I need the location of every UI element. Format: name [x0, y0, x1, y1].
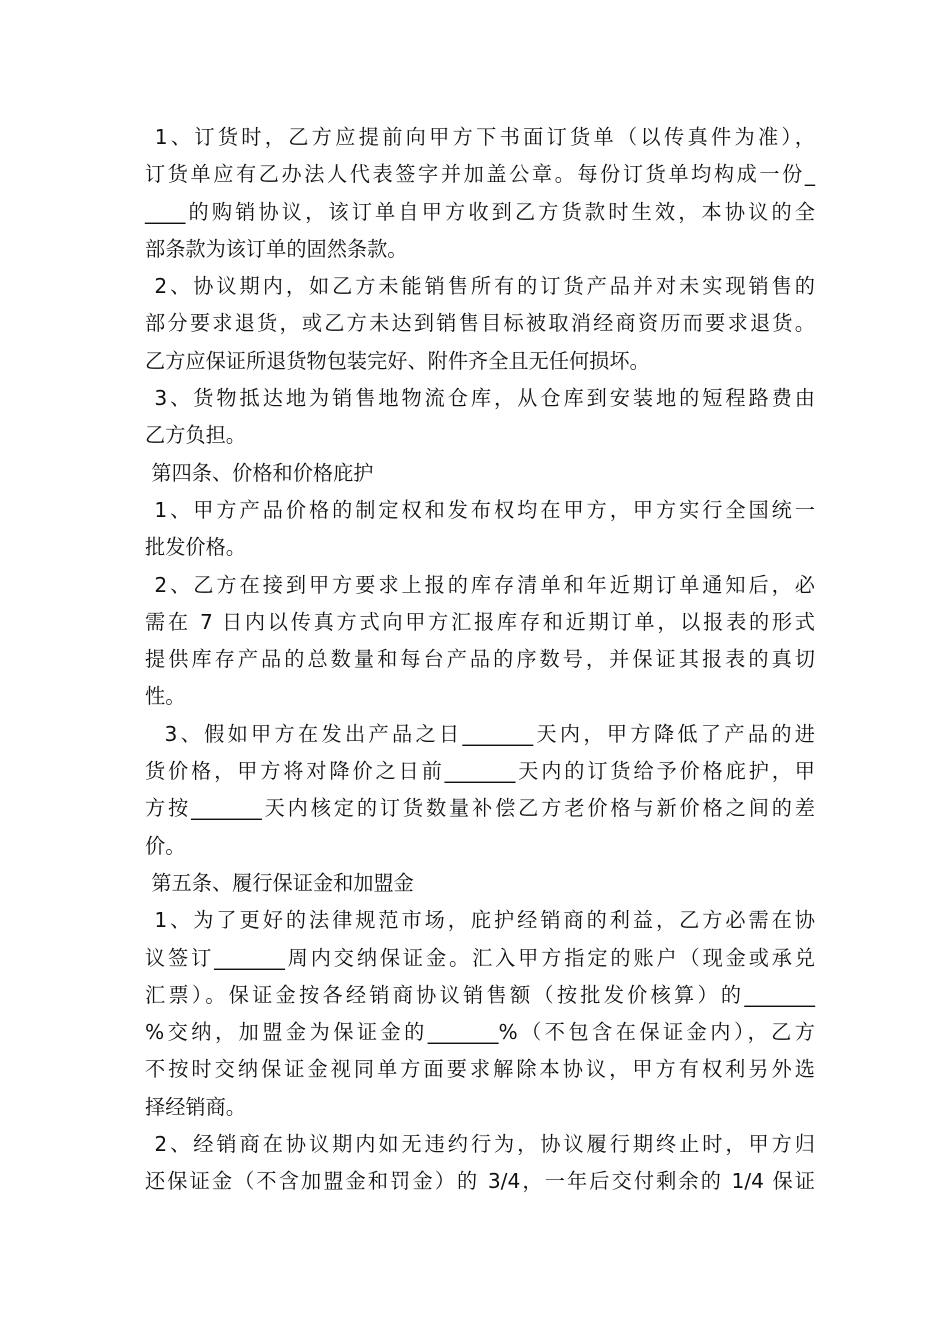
text-line: 乙方负担。 — [145, 423, 246, 448]
text-line: %交纳，加盟金为保证金的_______%（不包含在保证金内），乙方 — [145, 1020, 815, 1045]
text-line: 汇票）。保证金按各经销商协议销售额（按批发价核算）的_______ — [145, 982, 815, 1007]
text-line: 货价格，甲方将对降价之日前_______天内的订货给予价格庇护，甲 — [145, 759, 815, 784]
text-line: 部分要求退货，或乙方未达到销售目标被取消经商资历而要求退货。 — [145, 311, 815, 336]
section-heading: 第四条、价格和价格庇护 — [145, 460, 374, 485]
text-line: 1、订货时，乙方应提前向甲方下书面订货单（以传真件为准）， — [145, 125, 815, 149]
text-line: 议签订_______周内交纳保证金。汇入甲方指定的账户（现金或承兑 — [145, 945, 815, 970]
text-line: 性。 — [145, 684, 186, 709]
text-line: 部条款为该订单的固然条款。 — [145, 236, 408, 261]
text-line: 3、货物抵达地为销售地物流仓库，从仓库到安装地的短程路费由 — [145, 386, 815, 411]
text-line: 择经销商。 — [145, 1094, 246, 1119]
text-line: 还保证金（不含加盟金和罚金）的 3/4，一年后交付剩余的 1/4 保证 — [145, 1169, 815, 1194]
text-line: 1、甲方产品价格的制定权和发布权均在甲方，甲方实行全国统一 — [145, 497, 815, 522]
text-line: 方按_______天内核定的订货数量补偿乙方老价格与新价格之间的差 — [145, 796, 815, 821]
text-line: 提供库存产品的总数量和每台产品的序数号，并保证其报表的真切 — [145, 647, 815, 672]
text-line: 订货单应有乙办法人代表签字并加盖公章。每份订货单均构成一份_ — [145, 162, 815, 187]
text-line: 批发价格。 — [145, 535, 246, 560]
text-line: 需在 7 日内以传真方式向甲方汇报库存和近期订单，以报表的形式 — [145, 609, 815, 634]
text-line: 乙方应保证所退货物包装完好、附件齐全且无任何损坏。 — [145, 348, 650, 373]
text-line: 价。 — [145, 833, 186, 858]
text-line: 3、假如甲方在发出产品之日_______天内，甲方降低了产品的进 — [145, 721, 815, 746]
document-body — [145, 119, 815, 1201]
text-line: 1、为了更好的法律规范市场，庇护经销商的利益，乙方必需在协 — [145, 908, 815, 933]
text-line: 2、协议期内，如乙方未能销售所有的订货产品并对未实现销售的 — [145, 274, 815, 299]
text-line: 不按时交纳保证金视同单方面要求解除本协议，甲方有权利另外选 — [145, 1057, 815, 1082]
section-heading: 第五条、履行保证金和加盟金 — [145, 870, 414, 895]
text-line: ____的购销协议，该订单自甲方收到乙方货款时生效，本协议的全 — [145, 199, 815, 224]
text-line: 2、乙方在接到甲方要求上报的库存清单和年近期订单通知后，必 — [145, 572, 815, 597]
text-line: 2、经销商在协议期内如无违约行为，协议履行期终止时，甲方归 — [145, 1132, 815, 1157]
